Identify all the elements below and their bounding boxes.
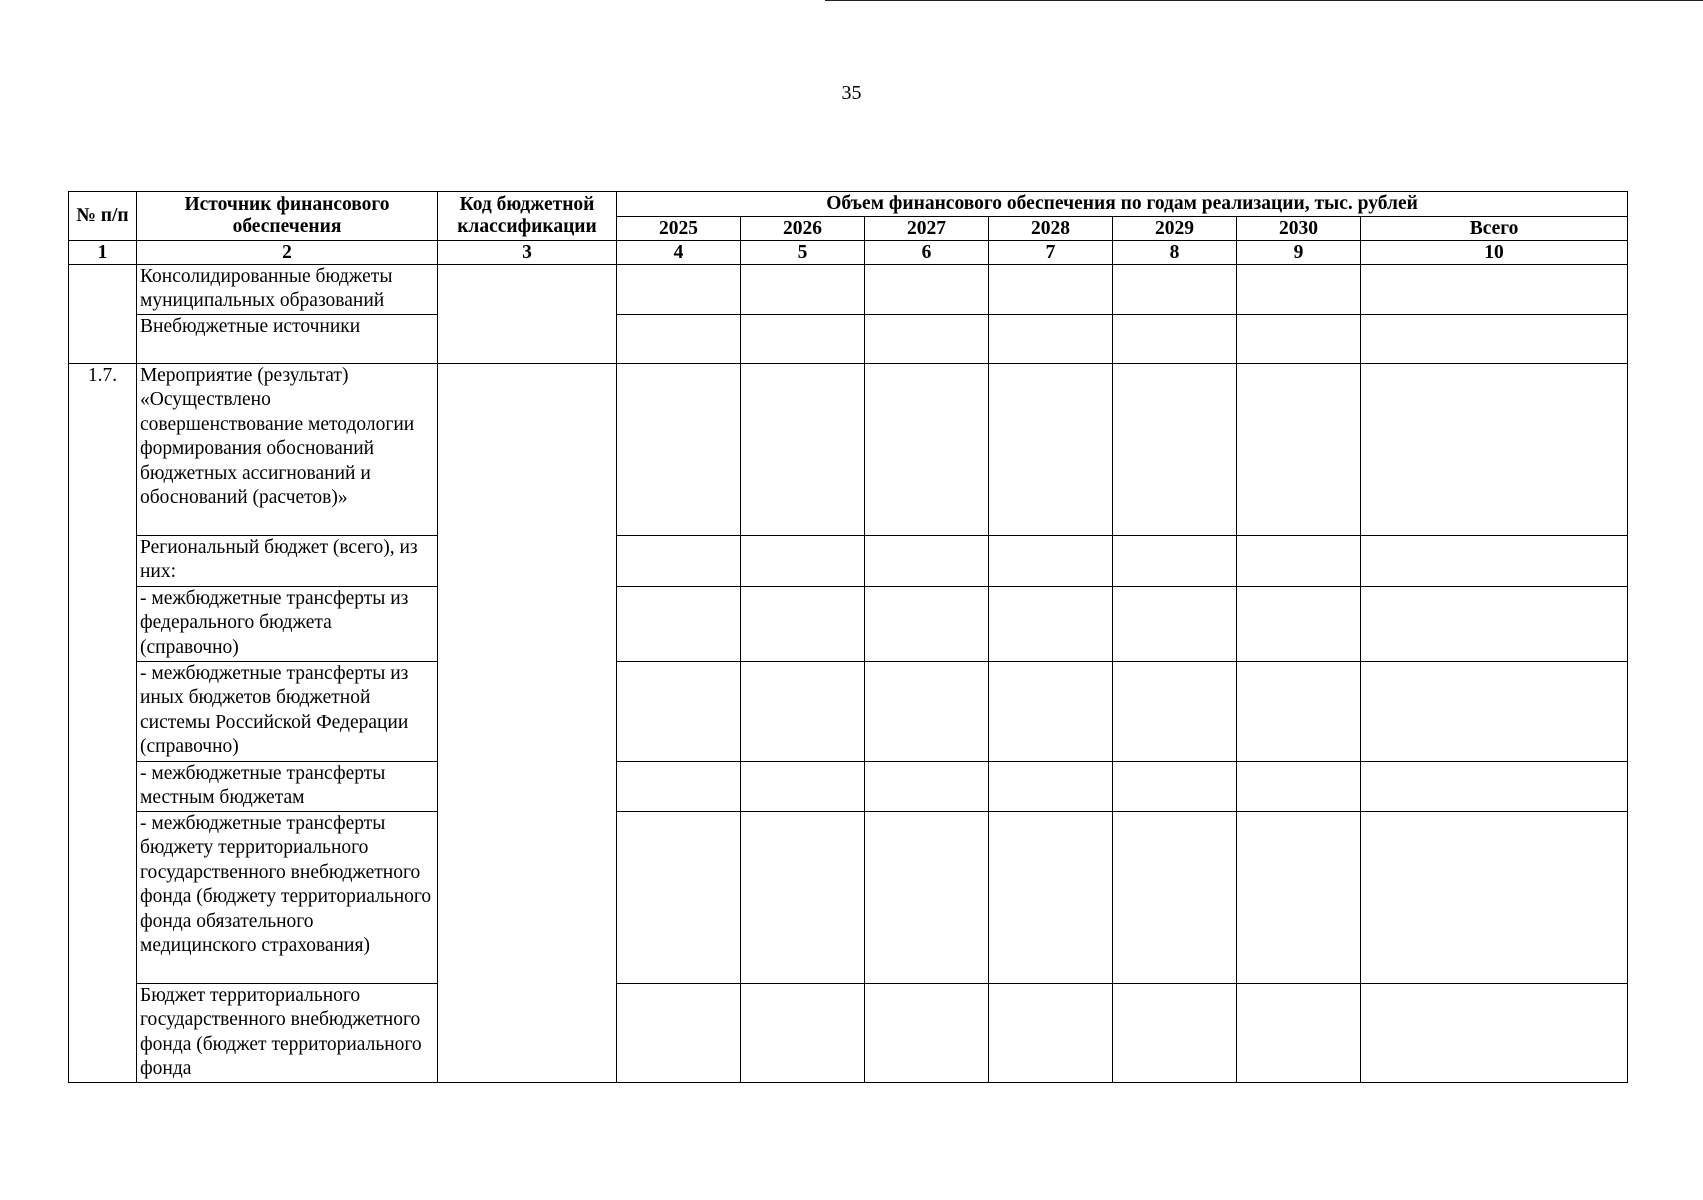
table-row <box>69 984 1628 1083</box>
row-source: Консолидированные бюджеты муниципальных образований <box>137 265 438 315</box>
value-cell <box>989 812 1113 984</box>
table-row <box>69 364 1628 536</box>
value-cell <box>1361 536 1628 587</box>
header-total: Всего <box>1361 217 1628 241</box>
value-cell <box>1237 587 1361 662</box>
value-cell <box>1237 315 1361 364</box>
value-cell <box>741 984 865 1083</box>
row-source: - межбюджетные трансферты из иных бюджетов бюджетной системы Российской Федерации (справочно) <box>137 662 438 762</box>
column-number: 2 <box>137 241 438 265</box>
value-cell <box>617 812 741 984</box>
value-cell <box>617 364 741 536</box>
value-cell <box>865 315 989 364</box>
value-cell <box>989 984 1113 1083</box>
page-number: 35 <box>841 82 862 104</box>
value-cell <box>741 587 865 662</box>
header-num: № п/п <box>69 192 137 241</box>
value-cell <box>1113 587 1237 662</box>
value-cell <box>617 536 741 587</box>
value-cell <box>1113 984 1237 1083</box>
header-year: 2026 <box>741 217 865 241</box>
row-source: - межбюджетные трансферты местным бюджетам <box>137 762 438 812</box>
header-year: 2027 <box>865 217 989 241</box>
table-row <box>69 315 1628 364</box>
value-cell <box>865 536 989 587</box>
value-cell <box>1361 315 1628 364</box>
value-cell <box>989 587 1113 662</box>
value-cell <box>865 984 989 1083</box>
value-cell <box>989 536 1113 587</box>
value-cell <box>989 265 1113 315</box>
value-cell <box>1237 265 1361 315</box>
value-cell <box>1237 812 1361 984</box>
table-row <box>69 265 1628 315</box>
row-source: - межбюджетные трансферты из федерального бюджета (справочно) <box>137 587 438 662</box>
value-cell <box>865 812 989 984</box>
value-cell <box>989 315 1113 364</box>
value-cell <box>617 587 741 662</box>
value-cell <box>741 265 865 315</box>
value-cell <box>1237 536 1361 587</box>
header-year: 2025 <box>617 217 741 241</box>
value-cell <box>741 662 865 762</box>
value-cell <box>741 812 865 984</box>
header-year: 2030 <box>1237 217 1361 241</box>
header-year: 2028 <box>989 217 1113 241</box>
value-cell <box>1113 265 1237 315</box>
header-year: 2029 <box>1113 217 1237 241</box>
value-cell <box>1113 315 1237 364</box>
row-code <box>438 364 617 1083</box>
value-cell <box>865 587 989 662</box>
value-cell <box>989 662 1113 762</box>
value-cell <box>1361 662 1628 762</box>
table-row <box>69 762 1628 812</box>
header-volume: Объем финансового обеспечения по годам реализации, тыс. рублей <box>617 192 1628 217</box>
column-number: 5 <box>741 241 865 265</box>
column-number: 10 <box>1361 241 1628 265</box>
scan-edge-line <box>825 0 1703 1</box>
value-cell <box>617 662 741 762</box>
column-number: 7 <box>989 241 1113 265</box>
value-cell <box>1237 762 1361 812</box>
value-cell <box>865 662 989 762</box>
value-cell <box>1113 364 1237 536</box>
financing-table <box>68 191 1628 1083</box>
value-cell <box>617 984 741 1083</box>
value-cell <box>1113 662 1237 762</box>
value-cell <box>1237 662 1361 762</box>
value-cell <box>1113 812 1237 984</box>
value-cell <box>865 364 989 536</box>
table-row <box>69 812 1628 984</box>
header-code: Код бюджетной классификации <box>438 192 617 241</box>
row-code <box>438 265 617 364</box>
value-cell <box>617 315 741 364</box>
value-cell <box>1361 762 1628 812</box>
table-row <box>69 662 1628 762</box>
row-source: Региональный бюджет (всего), из них: <box>137 536 438 587</box>
column-number: 8 <box>1113 241 1237 265</box>
value-cell <box>1237 364 1361 536</box>
column-number: 9 <box>1237 241 1361 265</box>
row-source: - межбюджетные трансферты бюджету территориального государственного внебюджетного фонда (бюджету территориального фонда обязательного медицинского страхования) <box>137 812 438 984</box>
value-cell <box>1361 587 1628 662</box>
value-cell <box>617 265 741 315</box>
column-number: 1 <box>69 241 137 265</box>
column-number: 4 <box>617 241 741 265</box>
value-cell <box>865 265 989 315</box>
value-cell <box>989 364 1113 536</box>
value-cell <box>1361 812 1628 984</box>
row-source: Бюджет территориального государственного внебюджетного фонда (бюджет территориального фонда <box>137 984 438 1083</box>
value-cell <box>1361 265 1628 315</box>
column-number: 3 <box>438 241 617 265</box>
value-cell <box>1237 984 1361 1083</box>
value-cell <box>741 762 865 812</box>
row-source: Мероприятие (результат) «Осуществлено совершенствование методологии формирования обоснований бюджетных ассигнований и обоснований (расчетов)» <box>137 364 438 536</box>
value-cell <box>1113 762 1237 812</box>
value-cell <box>1361 364 1628 536</box>
row-number: 1.7. <box>69 364 137 1083</box>
value-cell <box>741 536 865 587</box>
value-cell <box>865 762 989 812</box>
value-cell <box>1361 984 1628 1083</box>
column-number: 6 <box>865 241 989 265</box>
value-cell <box>1113 536 1237 587</box>
value-cell <box>741 364 865 536</box>
row-source: Внебюджетные источники <box>137 315 438 364</box>
table-row <box>69 536 1628 587</box>
table-row <box>69 587 1628 662</box>
row-number <box>69 265 137 364</box>
header-source: Источник финансового обеспечения <box>137 192 438 241</box>
value-cell <box>989 762 1113 812</box>
value-cell <box>617 762 741 812</box>
value-cell <box>741 315 865 364</box>
